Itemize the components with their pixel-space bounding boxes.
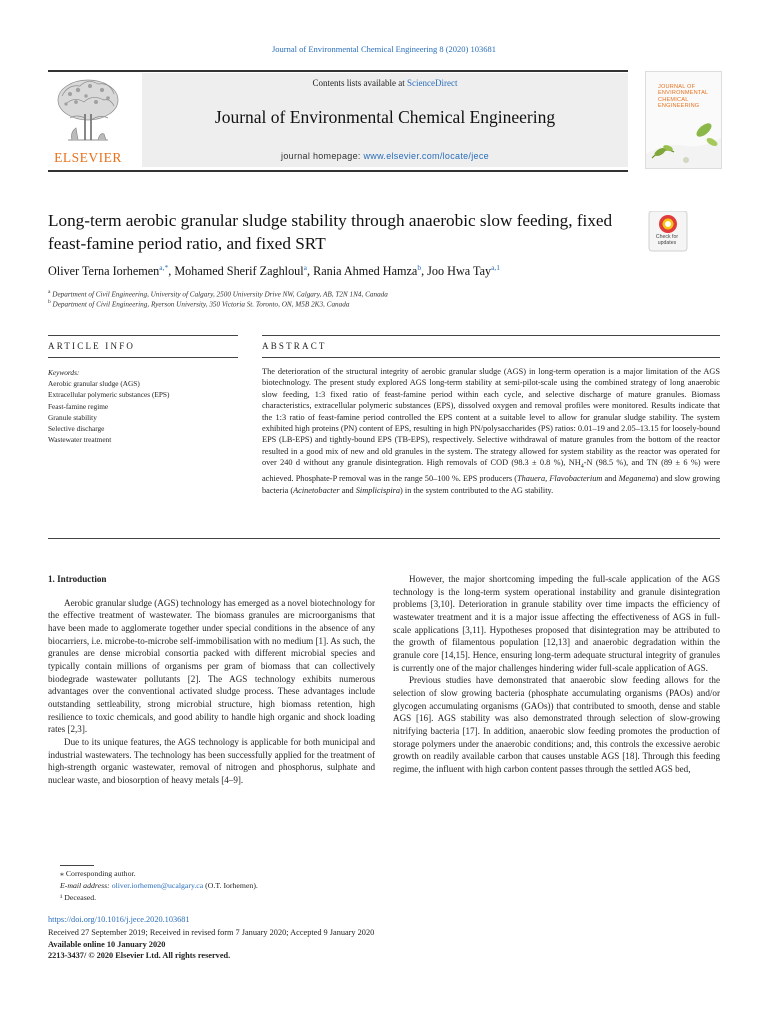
keywords-block	[48, 367, 238, 445]
homepage-label: journal homepage:	[281, 151, 364, 161]
abstract-taxon: Simplicispira	[355, 485, 401, 495]
affiliation-text: Department of Civil Engineering, University of Calgary, 2500 University Drive NW, Calgary, AB, T2N 1N4, Canada	[52, 290, 388, 299]
available-online-text: Available online 10 January 2020	[48, 939, 166, 949]
copyright-text: 2213-3437/ © 2020 Elsevier Ltd. All rights reserved.	[48, 951, 231, 961]
keyword-item: Wastewater treatment	[48, 435, 112, 445]
author-affiliation-mark[interactable]: b	[417, 263, 422, 272]
article-title: Long-term aerobic granular sludge stability through anaerobic slow feeding, fixed feast-famine period ratio, and fixed SRT	[48, 211, 613, 254]
keyword-item: Selective discharge	[48, 424, 105, 434]
affiliation-a	[48, 289, 728, 298]
header-bottom-rule	[48, 170, 628, 172]
section-title-introduction: 1. Introduction	[48, 574, 107, 584]
email-note	[60, 880, 380, 892]
article-info-heading: ARTICLE INFO	[48, 341, 136, 351]
received-dates: Received 27 September 2019; Received in revised form 7 January 2020; Accepted 9 January 2020	[48, 928, 375, 937]
author-name[interactable]: Oliver Terna Iorhemen	[48, 264, 160, 279]
sciencedirect-link[interactable]: ScienceDirect	[407, 78, 458, 88]
abstract-heading-rule	[262, 357, 720, 358]
author-affiliation-mark[interactable]: a,*	[159, 263, 169, 272]
author-name[interactable]: Rania Ahmed Hamza	[313, 264, 418, 279]
footnotes	[60, 868, 380, 904]
abstract-heading: ABSTRACT	[262, 341, 327, 351]
author-list	[48, 263, 728, 279]
abstract-part: and	[339, 485, 356, 495]
contents-available-line	[142, 78, 628, 88]
paragraph: However, the major shortcoming impeding the full-scale application of the AGS technology is the long-term system operational instability and granule disintegration problems [3,10]. Deterioration in granule stability over time impacts the efficiency of wastewater treatment and it is a major issue affecting the effectiveness of AGS in full-scale applications [3,11]. Hypotheses proposed that disintegration may be attributed to the growth of filamentous population [12,13] and anaerobic degradation within the granule core [14,15]. Hence, ensuring long-term adequate structural integrity of granules is currently one of the major challenges hindering wider full-scale application of AGS.	[393, 574, 720, 673]
author-separator: ,	[306, 264, 314, 279]
email-suffix: (O.T. Iorhemen).	[203, 881, 258, 890]
corresponding-author-note: ⁎ Corresponding author.	[60, 869, 136, 878]
elsevier-wordmark: ELSEVIER	[54, 150, 122, 165]
paragraph: Previous studies have demonstrated that anaerobic slow feeding allows for the selection of slow growing bacteria (phosphate accumulating organisms (PAOs) and/or glycogen accumulating organisms (GAOs)) that contributed to smooth, dense and stable AGS [16]. AGS stability was also demonstrated through selection of slow-growing nitrifying bacteria [17]. In addition, anaerobic slow feeding promotes the production of storage polymers under the anaerobic conditions; and, this controls the excessive aerobic growth on readily available carbon that causes unstable AGS [18]. Through this feeding regime, the influent with high carbon content passes through the settled AGS bed,	[393, 675, 720, 774]
paragraph: Due to its unique features, the AGS technology is applicable for both municipal and industrial wastewaters. The technology has been successfully applied for the treatment of high-strength organic wastewater, removal of nitrogen and phosphorus, sulphate and nuclear waste, and biosorption of heavy metals [4–9].	[48, 736, 375, 785]
abstract-part: and	[602, 474, 619, 484]
abstract-part: -N (98.5 %), and TN (89 ± 6 %) were achieved. Phosphate-P removal was in the range 50–100 %. EPS producers (	[262, 458, 721, 484]
journal-masthead	[142, 73, 628, 167]
abstract-taxon: Thauera, Flavobacterium	[517, 474, 603, 484]
contents-prefix: Contents lists available at	[312, 78, 407, 88]
doi-link[interactable]: https://doi.org/10.1016/j.jece.2020.103681	[48, 915, 190, 924]
paragraph: Aerobic granular sludge (AGS) technology has emerged as a novel biotechnology for the effective treatment of wastewater. The biomass granules are microorganisms that have been made to agglomerate together under special conditions in the absence of any biocarriers, i.e. microbe-to-microbe self-immobilisation with no medium [1]. As such, the granules are dense microbial consortia packed with different microbial species and typically contain millions of organisms per gram of biomass that can collectively biodegrade wastewater pollutants [2]. The AGS technology exhibits numerous advantages over the conventional activated sludge process. These advantages include outstanding settleability, strong microbial structure, high biomass retention, high resilience to toxic chemicals, and good ability to handle high organic and shock loading rates [2,3].	[48, 597, 375, 735]
abstract-rule	[262, 335, 720, 336]
footnote-rule	[60, 865, 94, 866]
affiliation-mark: b	[48, 299, 51, 305]
author-affiliation-mark[interactable]: a	[303, 263, 307, 272]
available-online-date	[48, 939, 648, 951]
keyword-item: Aerobic granular sludge (AGS)	[48, 379, 140, 389]
email-link[interactable]: oliver.iorhemen@ucalgary.ca	[111, 881, 204, 890]
email-label: E-mail address:	[60, 881, 112, 890]
affiliation-b	[48, 299, 728, 308]
abstract-part: ) and slow growing bacteria (	[262, 474, 720, 495]
body-left-column	[48, 573, 375, 787]
abstract-text	[262, 366, 720, 496]
abstract-part: The deterioration of the structural integrity of aerobic granular sludge (AGS) in long-term operation is a major limitation of the AGS biotechnology. The present study explored AGS long-term stability at semi-pilot-scale using the combined strategy of long anaerobic slow feeding, 1:3 fixed ratio of feast-famine period within each cycle, and selective discharge of mature granules. Biomass characteristics, extracellular polymeric substances (EPS), dissolved oxygen and removal profiles were monitored. Results indicate that the 1:3 ratio of feast-famine period controlled the EPS content at a suitable level to allow for granular sludge stability. The system exhibited high proteins (PN) content of EPS, resulting in high PN/polysaccharides (PS) ratios: 0.01–19 and 2.05–13.15 for loosely-bound EPS (LB-EPS) and tightly-bound EPS (TB-EPS), respectively. Selective withdrawal of mature granules from the bottom of the reactor resulted in a good mix of new and old granules in the system. The strategy allowed for system stability as the reactor was operated for over 240 d without any granule disintegration. High removals of COD (98.3 ± 0.8 %), NH	[262, 367, 720, 468]
author-name[interactable]: Joo Hwa Tay	[427, 264, 492, 279]
abstract-subscript: 4	[580, 463, 584, 470]
abstract-part: ) in the system contributed to the AG stability.	[400, 485, 554, 495]
header-top-rule	[48, 70, 628, 72]
affiliation-text: Department of Civil Engineering, Ryerson University, 350 Victoria St. Toronto, ON, M5B 2K3, Canada	[52, 300, 350, 309]
keyword-item: Granule stability	[48, 412, 97, 422]
check-for-updates-label[interactable]: Check for updates	[655, 234, 679, 246]
author-separator: ,	[421, 264, 428, 279]
author-affiliation-mark[interactable]: a,1	[491, 263, 501, 272]
abstract-taxon: Meganema	[618, 474, 656, 484]
abstract-bottom-rule	[48, 538, 720, 539]
journal-cover-thumbnail[interactable]	[645, 71, 722, 169]
author-name[interactable]: Mohamed Sherif Zaghloul	[174, 264, 304, 279]
author-separator: ,	[168, 264, 175, 279]
cover-title: JOURNAL OF ENVIRONMENTAL CHEMICAL ENGINEERING	[658, 84, 709, 110]
keywords-label: Keywords:	[48, 368, 80, 377]
journal-title: Journal of Environmental Chemical Engineering	[214, 107, 556, 127]
cover-leaf-illustration-icon	[646, 112, 721, 168]
journal-reference[interactable]: Journal of Environmental Chemical Engineering 8 (2020) 103681	[271, 44, 497, 54]
keyword-item: Feast-famine regime	[48, 401, 109, 411]
deceased-note: ¹ Deceased.	[60, 893, 97, 902]
check-for-updates-icon[interactable]	[647, 211, 689, 253]
body-right-column	[393, 573, 720, 776]
copyright-line	[48, 950, 648, 962]
affiliation-mark: a	[48, 289, 51, 295]
article-info-heading-rule	[48, 357, 238, 358]
homepage-link[interactable]: www.elsevier.com/locate/jece	[363, 151, 489, 161]
article-info-rule	[48, 335, 238, 336]
publication-dates	[48, 927, 648, 962]
abstract-taxon: Acinetobacter	[293, 485, 340, 495]
journal-homepage-line	[142, 151, 628, 161]
keyword-item: Extracellular polymeric substances (EPS)	[48, 390, 170, 400]
